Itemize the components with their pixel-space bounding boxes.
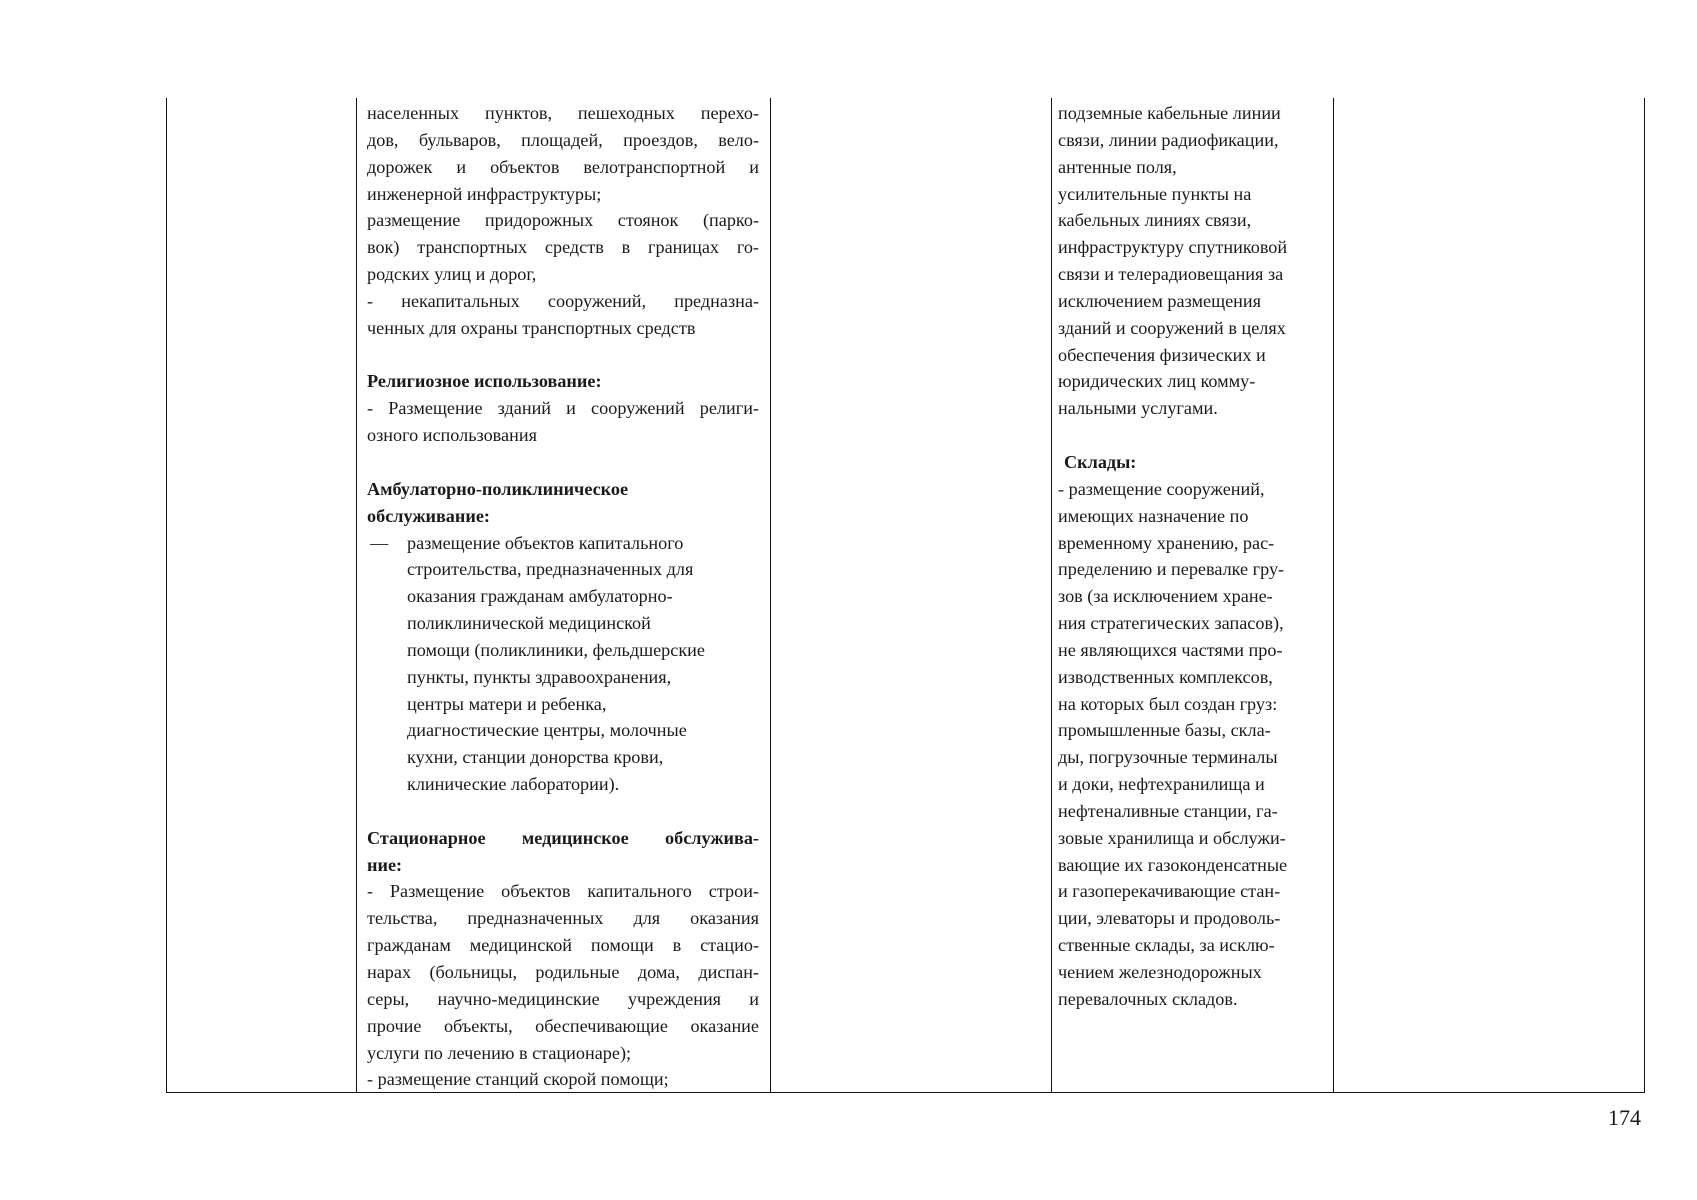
warehouse-line: - размещение сооружений, <box>1058 478 1265 499</box>
communication-line: связи и телерадиовещания за <box>1058 264 1284 285</box>
warehouse-line: ственные склады, за исклю- <box>1058 935 1275 956</box>
religious-heading: Религиозное использование: <box>367 371 602 392</box>
transport-line: ченных для охраны транспортных средств <box>367 317 696 338</box>
ambulatory-section <box>367 476 759 798</box>
communication-line: исключением размещения <box>1058 290 1262 311</box>
communication-line: подземные кабельные линии <box>1058 103 1281 123</box>
warehouse-line: чением железнодорожных <box>1058 962 1262 982</box>
communication-line: юридических лиц комму- <box>1058 371 1256 392</box>
ambulatory-line: оказания гражданам амбулаторно- <box>407 586 673 607</box>
transport-line: дов, бульваров, площадей, проездов, вело- <box>367 129 759 150</box>
ambulatory-line: строительства, предназначенных для <box>407 559 694 580</box>
column-4-cell <box>1058 100 1330 1013</box>
warehouse-line: ды, погрузочные терминалы <box>1058 747 1278 768</box>
transport-line: - некапитальных сооружений, предназна- <box>367 290 759 311</box>
inpatient-line: гражданам медицинской помощи в стацио- <box>367 935 759 956</box>
warehouse-line: изводственных комплексов, <box>1058 666 1273 687</box>
warehouse-line: нефтеналивные станции, га- <box>1058 800 1278 821</box>
communication-line: антенные поля, <box>1058 156 1177 177</box>
warehouse-line: промышленные базы, скла- <box>1058 720 1271 741</box>
warehouse-line: не являющихся частями про- <box>1058 639 1283 660</box>
inpatient-line: тельства, предназначенных для оказания <box>367 908 759 929</box>
communication-line: нальными услугами. <box>1058 398 1218 419</box>
transport-section <box>367 100 759 342</box>
communication-line: связи, линии радиофикации, <box>1058 129 1279 150</box>
communication-line: усилительные пункты на <box>1058 183 1252 204</box>
ambulatory-heading: обслуживание: <box>367 505 490 526</box>
warehouse-line: зовые хранилища и обслужи- <box>1058 827 1286 848</box>
ambulatory-heading: Амбулаторно-поликлиническое <box>367 478 629 499</box>
transport-line: вок) транспортных средств в границах го- <box>367 237 759 258</box>
column-divider-1 <box>356 98 357 1093</box>
inpatient-line: прочие объекты, обеспечивающие оказание <box>367 1015 759 1036</box>
warehouse-heading: Склады: <box>1064 451 1137 472</box>
warehouse-line: ции, элеваторы и продоволь- <box>1058 908 1281 929</box>
ambulatory-line: поликлинической медицинской <box>407 613 651 634</box>
ambulatory-list-item <box>367 530 759 798</box>
ambulatory-line: помощи (поликлиники, фельдшерские <box>407 639 705 660</box>
transport-line: инженерной инфраструктуры; <box>367 183 602 204</box>
ambulatory-line: диагностические центры, молочные <box>407 720 687 741</box>
inpatient-line: услуги по лечению в стационаре); <box>367 1042 632 1063</box>
warehouse-line: и газоперекачивающие стан- <box>1058 881 1281 902</box>
inpatient-heading: Стационарное медицинское обслужива- <box>367 827 759 848</box>
ambulatory-line: клинические лаборатории). <box>407 774 620 795</box>
warehouse-line: вающие их газоконденсатные <box>1058 854 1288 875</box>
ambulatory-line: пункты, пункты здравоохранения, <box>407 666 672 687</box>
ambulatory-line: кухни, станции донорства крови, <box>407 747 664 768</box>
ambulatory-line: размещение объектов капитального <box>407 532 684 553</box>
warehouse-section <box>1058 449 1330 1013</box>
warehouse-line: ния стратегических запасов), <box>1058 613 1284 634</box>
column-divider-2 <box>770 98 771 1093</box>
inpatient-heading: ние: <box>367 854 403 875</box>
inpatient-line: нарах (больницы, родильные дома, диспан- <box>367 962 759 982</box>
inpatient-section <box>367 825 759 1093</box>
warehouse-line: перевалочных складов. <box>1058 988 1238 1009</box>
communication-line: кабельных линиях связи, <box>1058 210 1252 231</box>
transport-line: дорожек и объектов велотранспортной и <box>367 156 759 177</box>
warehouse-line: на которых был создан груз: <box>1058 693 1278 714</box>
inpatient-line: - Размещение объектов капитального строи- <box>367 881 759 902</box>
transport-line: родских улиц и дорог, <box>367 264 537 285</box>
religious-line: - Размещение зданий и сооружений религи- <box>367 398 759 419</box>
religious-section <box>367 368 759 449</box>
page-number: 174 <box>1608 1105 1641 1130</box>
transport-line: населенных пунктов, пешеходных перехо- <box>367 103 759 123</box>
warehouse-line: и доки, нефтехранилища и <box>1058 774 1265 795</box>
inpatient-line: - размещение станций скорой помощи; <box>367 1069 669 1090</box>
communication-line: зданий и сооружений в целях <box>1058 317 1286 338</box>
column-divider-4 <box>1333 98 1334 1093</box>
warehouse-line: пределению и перевалке гру- <box>1058 559 1285 580</box>
communication-line: обеспечения физических и <box>1058 344 1266 365</box>
transport-line: размещение придорожных стоянок (парко- <box>367 210 759 231</box>
communication-line: инфраструктуру спутниковой <box>1058 237 1288 258</box>
warehouse-line: зов (за исключением хране- <box>1058 586 1273 607</box>
communication-section <box>1058 100 1330 422</box>
inpatient-line: серы, научно-медицинские учреждения и <box>367 988 759 1009</box>
religious-line: озного использования <box>367 425 537 446</box>
column-divider-3 <box>1051 98 1052 1093</box>
warehouse-line: временному хранению, рас- <box>1058 532 1275 553</box>
column-2-cell <box>367 100 759 1093</box>
ambulatory-line: центры матери и ребенка, <box>407 693 607 714</box>
warehouse-line: имеющих назначение по <box>1058 505 1249 526</box>
dash-marker: — <box>370 532 389 553</box>
